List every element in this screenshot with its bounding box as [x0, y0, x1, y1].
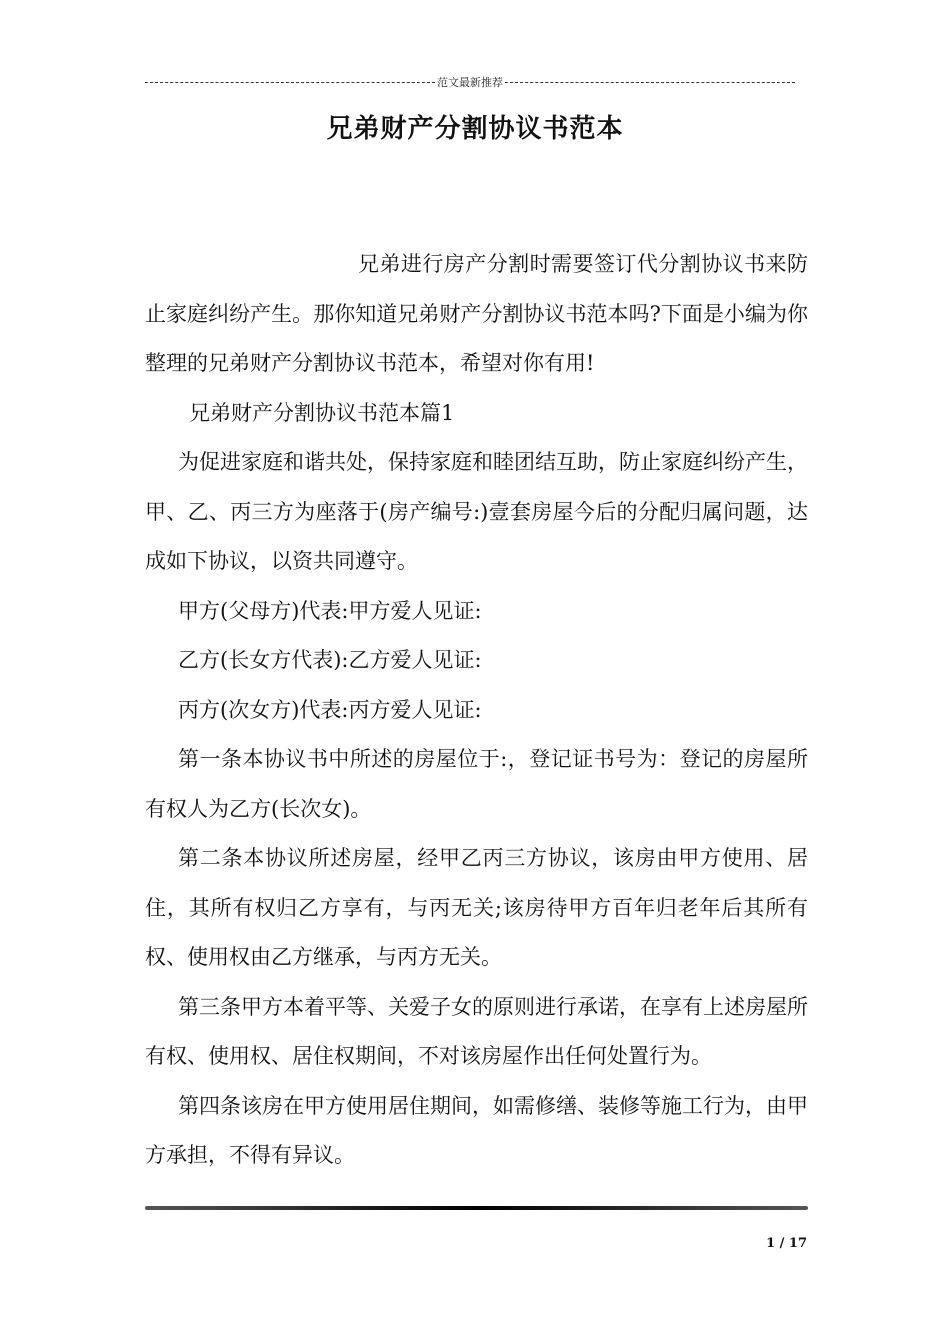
- party-line: 丙方(次女方)代表:丙方爱人见证:: [178, 697, 482, 722]
- footer-rule: [145, 1206, 808, 1210]
- article-paragraph: 第三条甲方本着平等、关爱子女的原则进行承诺，在享有上述房屋所有权、使用权、居住权期间，不对该房屋作出任何处置行为。: [145, 994, 808, 1068]
- document-body: [145, 240, 808, 1181]
- party-line: 甲方(父母方)代表:甲方爱人见证:: [178, 598, 482, 623]
- intro-paragraph: 兄弟进行房产分割时需要签订代分割协议书来防止家庭纠纷产生。那你知道兄弟财产分割协议书范本吗?下面是小编为你整理的兄弟财产分割协议书范本，希望对你有用!: [145, 252, 808, 375]
- article-paragraph: 第一条本协议书中所述的房屋位于:，登记证书号为：登记的房屋所有权人为乙方(长次女)。: [145, 747, 808, 821]
- page-number: 1 / 17: [766, 1236, 807, 1251]
- party-line: 乙方(长女方代表):乙方爱人见证:: [178, 648, 482, 672]
- article-paragraph: 第四条该房在甲方使用居住期间，如需修缮、装修等施工行为，由甲方承担，不得有异议。: [145, 1093, 808, 1167]
- header-dash-left: [145, 82, 435, 83]
- header-text: 范文最新推荐: [437, 76, 503, 89]
- header-dash-right: [505, 82, 795, 83]
- document-title: 兄弟财产分割协议书范本: [326, 114, 624, 144]
- page-header: [145, 73, 795, 91]
- section-heading: 兄弟财产分割协议书范本篇1: [189, 400, 455, 425]
- article-paragraph: 第二条本协议所述房屋，经甲乙丙三方协议，该房由甲方使用、居住，其所有权归乙方享有，与丙无关;该房待甲方百年归老年后其所有权、使用权由乙方继承，与丙方无关。: [145, 846, 808, 969]
- body-paragraph: 为促进家庭和谐共处，保持家庭和睦团结互助，防止家庭纠纷产生，甲、乙、丙三方为座落于(房产编号:)壹套房屋今后的分配归属问题，达成如下协议，以资共同遵守。: [145, 450, 808, 573]
